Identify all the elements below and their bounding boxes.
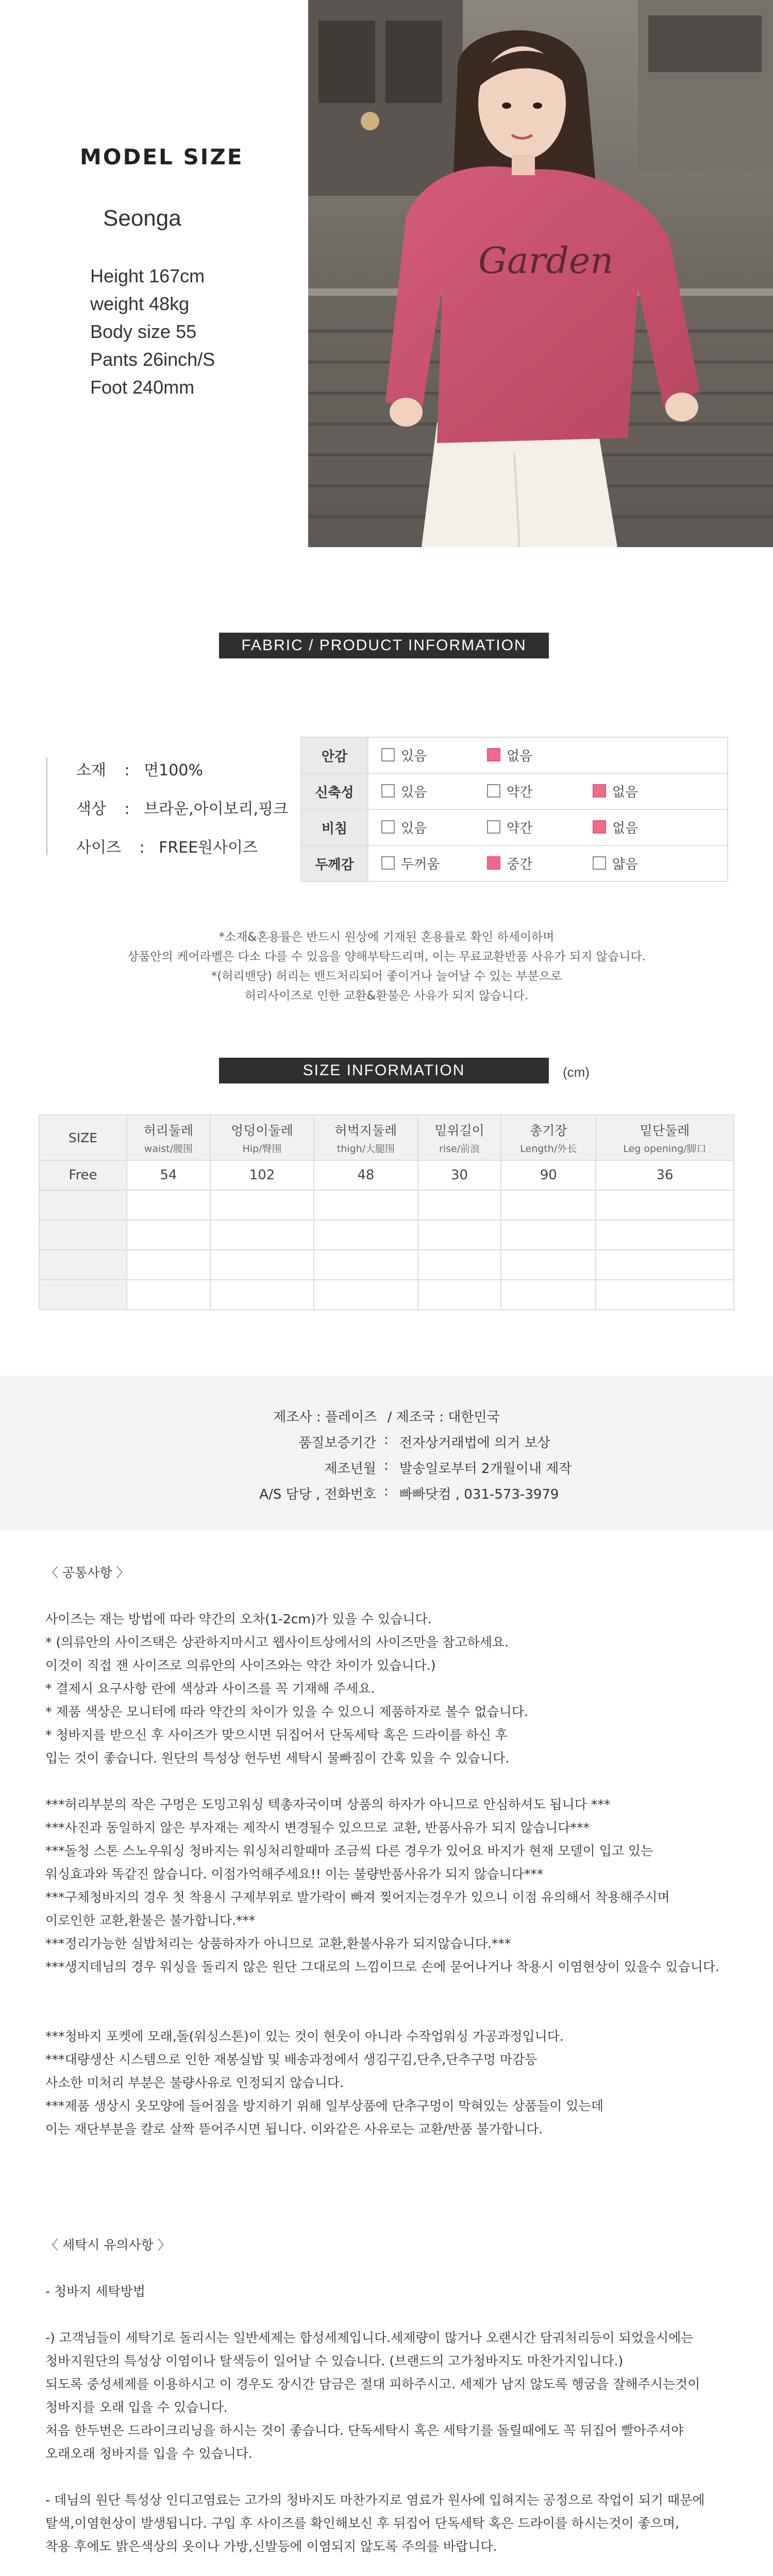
fabric-size-value: FREE원사이즈 — [159, 839, 258, 857]
fabric-color-row — [76, 796, 288, 819]
size-cell — [210, 1250, 314, 1280]
notice-line: 되도록 중성세제를 이용하시고 이 경우도 장시간 담금은 절대 피하주시고. 세제가 남지 않도록 헹굼을 잘해주시는것이 — [45, 2377, 700, 2392]
fabric-row-stretch — [301, 773, 728, 809]
fabric-size-label: 사이즈 — [76, 839, 121, 857]
fabric-row-label: 신축성 — [301, 773, 368, 809]
size-col-header: 허벅지둘레 thigh/大腿围 — [314, 1115, 417, 1160]
size-cell — [418, 1190, 501, 1220]
notice-line: 〈 세탁시 유의사항 〉 — [45, 2238, 171, 2252]
checkbox-checked-icon — [593, 784, 606, 798]
notice-line: 청바지를 오래 입을 수 있습니다. — [45, 2400, 228, 2415]
fabric-option: 없음 — [474, 745, 580, 765]
fabric-color-label: 색상 — [76, 800, 106, 818]
fabric-option: 두꺼움 — [368, 854, 474, 873]
notice-line: 오래오래 청바지를 입을 수 있습니다. — [45, 2446, 253, 2461]
notice-line — [45, 2187, 746, 2210]
notice-line: - 청바지 세탁방법 — [45, 2284, 145, 2299]
fabric-option: 없음 — [580, 818, 685, 837]
fabric-option: 중간 — [474, 854, 580, 873]
table-row — [39, 1160, 734, 1190]
fabric-option: 있음 — [368, 818, 474, 837]
model-section — [0, 0, 773, 554]
fabric-info-bar: FABRIC / PRODUCT INFORMATION — [219, 633, 549, 658]
company-value: 빠빠닷컴 , 031-573-3979 — [399, 1487, 559, 1502]
fabric-row-label: 안감 — [301, 737, 368, 773]
size-col-header: 밑단둘레 Leg opening/脚口 — [596, 1115, 734, 1160]
checkbox-checked-icon — [593, 820, 606, 834]
notice-line: * 제품 색상은 모니터에 따라 약간의 차이가 있을 수 있으니 제품하자로 볼수 없습니다. — [45, 1704, 528, 1719]
size-cell — [210, 1190, 314, 1220]
notice-line: 탈색,이염현상이 발생됩니다. 구입 후 사이즈를 확인해보신 후 뒤집어 단독세탁 혹은 드라이를 하시는것이 좋으며, — [45, 2516, 680, 2531]
size-cell — [314, 1220, 417, 1250]
notice-line: ***정리가능한 실밥처리는 상품하자가 아니므로 교환,환불사유가 되지않습니다.*** — [45, 1936, 511, 1951]
checkbox-icon — [487, 820, 500, 834]
notice-line — [45, 1584, 746, 1607]
notice-line: 이는 재단부분을 칼로 살짝 뜯어주시면 됩니다. 이와같은 사유로는 교환/반품 불가합니다. — [45, 2122, 543, 2137]
notice-line: * 결제시 요구사항 란에 색상과 사이즈를 꼭 기재해 주세요. — [45, 1681, 375, 1696]
size-col-header: 엉덩이둘레 Hip/臀围 — [210, 1115, 314, 1160]
table-row — [39, 1190, 734, 1220]
notice-line: -) 고객님들이 세탁기로 돌리시는 일반세제는 합성세제입니다.세제량이 많거나 오랜시간 담궈처리등이 되었을시에는 — [45, 2330, 694, 2345]
fabric-note: *소재&혼용률은 반드시 원상에 기재된 혼용률로 확인 하세이하며 — [219, 930, 554, 944]
company-value: 전자상거래법에 의거 보상 — [399, 1435, 550, 1451]
fabric-option: 얇음 — [580, 854, 685, 873]
size-cell — [596, 1280, 734, 1310]
notice-line: ***생지데님의 경우 워싱을 돌리지 않은 원단 그대로의 느낌이므로 손에 묻어나거나 착용시 이염현상이 있을수 있습니다. — [45, 1959, 719, 1974]
table-row — [39, 1250, 734, 1280]
notice-line: 입는 것이 좋습니다. 원단의 특성상 헌두번 세탁시 물빠짐이 간혹 있을 수 있습니다. — [45, 1751, 510, 1766]
size-cell — [127, 1220, 210, 1250]
company-info — [0, 1376, 773, 1530]
size-cell — [127, 1190, 210, 1220]
model-name: Seonga — [103, 206, 181, 231]
company-sep: : — [384, 1484, 389, 1499]
fabric-material-row — [76, 757, 203, 780]
fabric-row-sheer — [301, 809, 728, 845]
model-pants: Pants 26inch/S — [90, 349, 215, 370]
fabric-option: 약간 — [474, 818, 580, 837]
model-body-size: Body size 55 — [90, 321, 197, 342]
size-cell — [501, 1280, 596, 1310]
fabric-row-thickness — [301, 845, 728, 882]
fabric-material-colon: : — [124, 761, 130, 779]
fabric-material-label: 소재 — [76, 761, 106, 779]
company-key: 제조년월 — [324, 1461, 376, 1477]
notice-line — [45, 2257, 746, 2280]
fabric-option: 있음 — [368, 782, 474, 801]
size-cell — [314, 1190, 417, 1220]
company-maker: 제조사 : 플레이즈 — [273, 1410, 377, 1425]
fabric-note: 상품안의 케어라벨은 다소 다를 수 있음을 양해부탁드리며, 이는 무료교환반품 사유가 되지 않습니다. — [127, 950, 646, 963]
notice-line: 청바지원단의 특성상 이염이나 탈색등이 일어날 수 있습니다. (브랜드의 고가청바지도 마찬가지입니다.) — [45, 2353, 624, 2368]
size-cell — [127, 1280, 210, 1310]
size-cell — [418, 1250, 501, 1280]
size-cell: 102 — [210, 1160, 314, 1190]
size-cell: 36 — [596, 1160, 734, 1190]
notice-line: ***청바지 포켓에 모래,돌(워싱스톤)이 있는 것이 현웃이 아니라 수작업워싱 가공과정입니다. — [45, 2029, 564, 2044]
size-row-label: Free — [39, 1160, 127, 1190]
notice-line: ***허리부분의 작은 구멍은 도밍고워싱 텍총자국이며 상품의 하자가 아니므로 안심하셔도 됩니다 *** — [45, 1797, 611, 1812]
notice-line — [45, 2210, 746, 2233]
size-row-label — [39, 1220, 127, 1250]
notice-line: 워싱효과와 똑같진 않습니다. 이점가억해주세요!! 이는 불량반품사유가 되지 않습니다*** — [45, 1867, 544, 1882]
notice-line — [45, 2141, 746, 2164]
model-foot: Foot 240mm — [90, 377, 195, 398]
company-key: A/S 담당 , 전화번호 — [259, 1487, 376, 1502]
fabric-material-value: 면100% — [144, 761, 203, 779]
model-height: Height 167cm — [90, 265, 205, 286]
size-cell — [596, 1250, 734, 1280]
fabric-option: 없음 — [580, 782, 685, 801]
checkbox-icon — [487, 784, 500, 798]
fabric-notes — [77, 927, 696, 1006]
notice-line: 사이즈는 재는 방법에 따라 약간의 오차(1-2cm)가 있을 수 있습니다. — [45, 1612, 432, 1626]
fabric-row-label: 두께감 — [301, 845, 368, 882]
checkbox-checked-icon — [487, 748, 500, 761]
size-col-header: 밑위길이 rise/前浪 — [418, 1115, 501, 1160]
notice-line: ***사진과 동일하지 않은 부자재는 제작시 변경될수 있으므로 교환, 반품사유가 되지 않습니다*** — [45, 1820, 590, 1835]
notice-line: ***대량생산 시스템으로 인한 재봉실밥 및 배송과정에서 생김구김,단추,단추구멍 마감등 — [45, 2052, 537, 2067]
notice-line — [45, 2558, 746, 2576]
fabric-note: *(허리밴당) 허리는 밴드처리되어 좋이거나 늘어날 수 있는 부분으로 — [211, 970, 562, 983]
size-row-label — [39, 1280, 127, 1310]
fabric-color-colon: : — [124, 800, 130, 818]
size-col-header: 허리둘레 waist/腰围 — [127, 1115, 210, 1160]
checkbox-icon — [381, 856, 395, 870]
model-stats — [80, 262, 286, 401]
checkbox-checked-icon — [487, 856, 500, 870]
model-info — [80, 144, 286, 401]
model-size-title: MODEL SIZE — [80, 144, 244, 170]
notice-line — [45, 2303, 746, 2326]
size-cell — [501, 1220, 596, 1250]
size-cell: 30 — [418, 1160, 501, 1190]
size-cell — [210, 1280, 314, 1310]
size-info-bar: SIZE INFORMATION — [219, 1058, 549, 1083]
size-cell — [127, 1250, 210, 1280]
fabric-property-table — [300, 737, 728, 882]
fabric-row-label: 비침 — [301, 809, 368, 845]
notice-line: * (의류안의 사이즈택은 상관하지마시고 웹사이트상에서의 사이즈만을 참고하세요. — [45, 1635, 509, 1650]
fabric-size-row — [76, 835, 258, 857]
notice-line: 이로인한 교환,환불은 불가합니다.*** — [45, 1913, 256, 1928]
fabric-option: 있음 — [368, 745, 474, 765]
size-cell — [596, 1220, 734, 1250]
company-row-maker — [0, 1406, 773, 1426]
size-cell: 90 — [501, 1160, 596, 1190]
notice-line — [45, 2164, 746, 2187]
size-table — [39, 1114, 734, 1310]
model-weight: weight 48kg — [90, 293, 190, 314]
notice-line: ***돌청 스톤 스노우워싱 청바지는 워싱처리할때마 조금씩 다른 경우가 있어요 바지가 현재 모델이 입고 있는 — [45, 1843, 653, 1858]
fabric-color-value: 브라운,아이보리,핑크 — [144, 800, 289, 818]
company-key: 품질보증기간 — [298, 1435, 376, 1451]
size-cell — [314, 1250, 417, 1280]
checkbox-icon — [381, 820, 395, 834]
notice-line: - 데님의 원단 특성상 인디고염료는 고가의 청바지도 마찬가지로 염료가 원사에 입혀지는 공정으로 작업이 되기 때문에 — [45, 2493, 705, 2507]
notice-line: 처음 한두번은 드라이크리닝을 하시는 것이 좋습니다. 단독세탁시 혹은 세탁기를 돌릴때에도 꼭 뒤집어 빨아주셔야 — [45, 2423, 684, 2438]
fabric-note: 허리사이즈로 인한 교환&환불은 사유가 되지 않습니다. — [244, 989, 529, 1003]
size-col-header: 총기장 Length/外长 — [501, 1115, 596, 1160]
fabric-size-colon: : — [139, 839, 145, 857]
notice-line: * 청바지를 받으신 후 사이즈가 맞으시면 뒤집어서 단독세탁 혹은 드라이를 하신 후 — [45, 1727, 508, 1742]
size-cell: 54 — [127, 1160, 210, 1190]
notice-line — [45, 1978, 746, 2002]
notice-line: ***제품 생상시 옷모양에 들어짐을 방지하기 위해 일부상품에 단추구멍이 막혀있는 상품들이 있는데 — [45, 2098, 603, 2113]
size-cell — [501, 1190, 596, 1220]
size-unit: (cm) — [563, 1064, 590, 1080]
notice-line — [45, 2002, 746, 2025]
size-table-header — [39, 1115, 734, 1160]
company-value: 발송일로부터 2개월이내 제작 — [399, 1461, 572, 1477]
notice-line: 이것이 직접 잰 사이즈로 의류안의 사이즈와는 약간 차이가 있습니다.) — [45, 1658, 436, 1673]
notice-line — [45, 1770, 746, 1793]
table-row — [39, 1220, 734, 1250]
size-cell — [501, 1250, 596, 1280]
size-row-label — [39, 1190, 127, 1220]
checkbox-icon — [381, 748, 395, 761]
company-sep: : — [384, 1458, 389, 1473]
size-cell: 48 — [314, 1160, 417, 1190]
size-cell — [210, 1220, 314, 1250]
notice-line: 사소한 미처리 부분은 불량사유로 인정되지 않습니다. — [45, 2075, 344, 2090]
fabric-option: 약간 — [474, 782, 580, 801]
fabric-row-lining — [301, 737, 728, 773]
table-row — [39, 1280, 734, 1310]
checkbox-icon — [381, 784, 395, 798]
size-cell — [418, 1220, 501, 1250]
notice-text — [45, 1561, 746, 2576]
size-row-label — [39, 1250, 127, 1280]
company-country: / 제조국 : 대한민국 — [387, 1410, 500, 1425]
company-sep: : — [384, 1432, 389, 1448]
notice-line — [45, 2465, 746, 2488]
notice-line: ***구체청바지의 경우 첫 착용시 구제부위로 발가락이 빠져 찢어지는경우가 있으니 이점 유의해서 착용해주시며 — [45, 1890, 670, 1905]
size-cell — [314, 1280, 417, 1310]
notice-line: 착용 후에도 밝은색상의 옷이나 가방,신발등에 이염되지 않도록 주의를 바랍니다. — [45, 2539, 497, 2554]
model-photo-illustration — [308, 0, 773, 547]
fabric-left-divider — [46, 757, 47, 855]
size-cell — [418, 1280, 501, 1310]
sweater-print-text: Garden — [478, 240, 614, 282]
checkbox-icon — [593, 856, 606, 870]
model-photo — [308, 0, 773, 547]
notice-line: 〈 공통사항 〉 — [45, 1565, 129, 1580]
size-header-label: SIZE — [39, 1115, 127, 1160]
size-cell — [596, 1190, 734, 1220]
